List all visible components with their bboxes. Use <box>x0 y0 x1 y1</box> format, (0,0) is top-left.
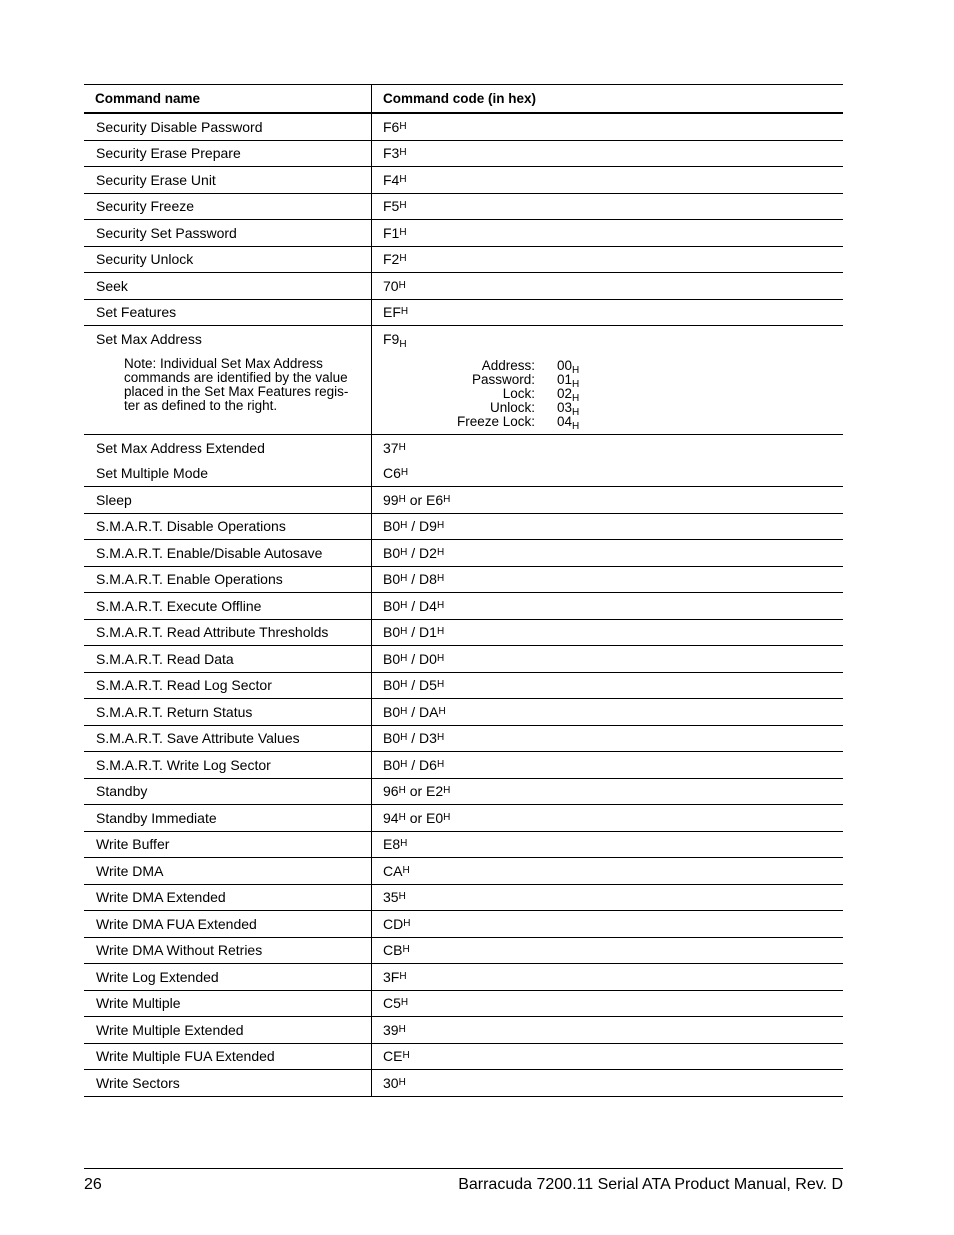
entry-value: $03_H$ <box>557 400 580 418</box>
command-name: Security Erase Prepare <box>84 141 372 167</box>
table-row <box>84 487 843 514</box>
command-code: E8 H <box>383 836 408 853</box>
command-code: 94 H or E0 H <box>383 809 451 826</box>
header-command-name: Command name <box>84 85 372 112</box>
entry-value: $04_H$ <box>557 414 580 432</box>
command-code: B0 H / D8 H <box>383 571 445 588</box>
table-row <box>84 461 843 488</box>
command-code: B0 H / D3 H <box>383 730 445 747</box>
set-max-entry <box>453 358 843 376</box>
command-code: F6 H <box>383 118 407 135</box>
command-code: 3F H <box>383 968 407 985</box>
table-row <box>84 646 843 673</box>
entry-label: Password: <box>471 372 535 387</box>
table-row <box>84 194 843 221</box>
command-name: Sleep <box>84 487 372 513</box>
entry-value: $01_H$ <box>557 372 580 390</box>
footer-rule <box>84 1168 843 1169</box>
table-row <box>84 964 843 991</box>
table-row <box>84 514 843 541</box>
table-row <box>84 247 843 274</box>
command-name: Write Multiple <box>84 991 372 1017</box>
set-max-entry <box>453 400 843 418</box>
command-name: Write DMA FUA Extended <box>84 911 372 937</box>
command-name: Write DMA Extended <box>84 885 372 911</box>
command-name: S.M.A.R.T. Disable Operations <box>84 514 372 540</box>
table-row <box>84 593 843 620</box>
entry-label: Lock: <box>502 386 535 401</box>
command-table <box>84 84 843 1097</box>
command-name: S.M.A.R.T. Return Status <box>84 699 372 725</box>
command-name: Write Sectors <box>84 1070 372 1096</box>
page-number: 26 <box>84 1176 102 1193</box>
table-row <box>84 141 843 168</box>
command-code: C5 H <box>383 995 409 1012</box>
table-row <box>84 435 843 461</box>
command-name: Set Features <box>84 300 372 326</box>
entry-label: Freeze Lock: <box>456 414 535 429</box>
table-row <box>84 540 843 567</box>
command-name: Seek <box>84 273 372 299</box>
command-code: EF H <box>383 304 409 321</box>
command-name: Write DMA Without Retries <box>84 938 372 964</box>
command-code: F5 H <box>383 198 407 215</box>
table-row <box>84 220 843 247</box>
command-name: Write Log Extended <box>84 964 372 990</box>
command-name: Write DMA <box>84 858 372 884</box>
command-code: 96 H or E2 H <box>383 783 451 800</box>
table-row <box>84 991 843 1018</box>
entry-label: Unlock: <box>489 400 535 415</box>
set-max-entry <box>453 386 843 404</box>
command-name: S.M.A.R.T. Save Attribute Values <box>84 726 372 752</box>
command-name: Security Erase Unit <box>84 167 372 193</box>
table-row-set-max-address <box>84 326 843 435</box>
table-row <box>84 1017 843 1044</box>
table-row <box>84 567 843 594</box>
command-code: B0 H / D4 H <box>383 597 445 614</box>
command-name: Write Multiple FUA Extended <box>84 1044 372 1070</box>
command-name: Set Max Address Extended <box>84 435 372 461</box>
command-code: B0 H / D2 H <box>383 544 445 561</box>
table-row <box>84 167 843 194</box>
command-code: B0 H / D0 H <box>383 650 445 667</box>
command-name: Write Buffer <box>84 832 372 858</box>
set-max-entry <box>453 372 843 390</box>
table-row <box>84 858 843 885</box>
command-name: Standby <box>84 779 372 805</box>
table-row <box>84 911 843 938</box>
entry-value: $00_H$ <box>557 358 580 376</box>
command-name: Security Freeze <box>84 194 372 220</box>
command-name: S.M.A.R.T. Enable Operations <box>84 567 372 593</box>
table-row <box>84 673 843 700</box>
command-name: S.M.A.R.T. Read Attribute Thresholds <box>84 620 372 646</box>
command-name: Security Disable Password <box>84 114 372 140</box>
table-row <box>84 726 843 753</box>
command-name: Standby Immediate <box>84 805 372 831</box>
command-name: S.M.A.R.T. Execute Offline <box>84 593 372 619</box>
table-row <box>84 938 843 965</box>
command-code: F4 H <box>383 171 407 188</box>
document-title: Barracuda 7200.11 Serial ATA Product Manual, Rev. D <box>458 1176 843 1193</box>
command-name: S.M.A.R.T. Read Log Sector <box>84 673 372 699</box>
command-code: B0 H / D6 H <box>383 756 445 773</box>
table-row <box>84 885 843 912</box>
entry-value: $02_H$ <box>557 386 580 404</box>
command-name: Security Unlock <box>84 247 372 273</box>
command-name: S.M.A.R.T. Enable/Disable Autosave <box>84 540 372 566</box>
table-row <box>84 779 843 806</box>
table-row <box>84 300 843 327</box>
command-name: Security Set Password <box>84 220 372 246</box>
command-code: 30 H <box>383 1074 406 1091</box>
command-name: Set Multiple Mode <box>84 461 372 487</box>
table-row <box>84 1044 843 1071</box>
command-code: C6 H <box>383 465 409 482</box>
command-code: CA H <box>383 862 410 879</box>
command-code: CD H <box>383 915 411 932</box>
table-row <box>84 699 843 726</box>
table-row <box>84 273 843 300</box>
table-row <box>84 752 843 779</box>
command-code: B0 H / D5 H <box>383 677 445 694</box>
command-name: Set Max Address <box>96 331 202 347</box>
command-code: 37 H <box>383 439 406 456</box>
command-code: F1 H <box>383 224 407 241</box>
command-code: CE H <box>383 1048 410 1065</box>
command-code: $F9_H$ <box>383 331 407 350</box>
command-code: F3 H <box>383 145 407 162</box>
set-max-entry <box>453 414 843 432</box>
command-code: B0 H / D9 H <box>383 518 445 535</box>
command-code: 99 H or E6 H <box>383 491 451 508</box>
table-row <box>84 805 843 832</box>
command-code: 35 H <box>383 889 406 906</box>
command-name: S.M.A.R.T. Write Log Sector <box>84 752 372 778</box>
command-code: 39 H <box>383 1021 406 1038</box>
set-max-note: Note: Individual Set Max Address commands are identified by the value placed in the Set Max Features regis-ter as defined to the right. <box>124 356 349 413</box>
table-row <box>84 1070 843 1097</box>
table-header <box>84 85 843 114</box>
table-row <box>84 620 843 647</box>
command-code: F2 H <box>383 251 407 268</box>
entry-label: Address: <box>481 358 535 373</box>
command-name: S.M.A.R.T. Read Data <box>84 646 372 672</box>
set-max-features-list <box>453 358 843 432</box>
header-command-code: Command code (in hex) <box>383 91 537 106</box>
table-row <box>84 114 843 141</box>
command-name: Write Multiple Extended <box>84 1017 372 1043</box>
command-code: B0 H / D1 H <box>383 624 445 641</box>
command-code: B0 H / DA H <box>383 703 446 720</box>
table-row <box>84 832 843 859</box>
command-code: 70 H <box>383 277 406 294</box>
command-code: CB H <box>383 942 410 959</box>
